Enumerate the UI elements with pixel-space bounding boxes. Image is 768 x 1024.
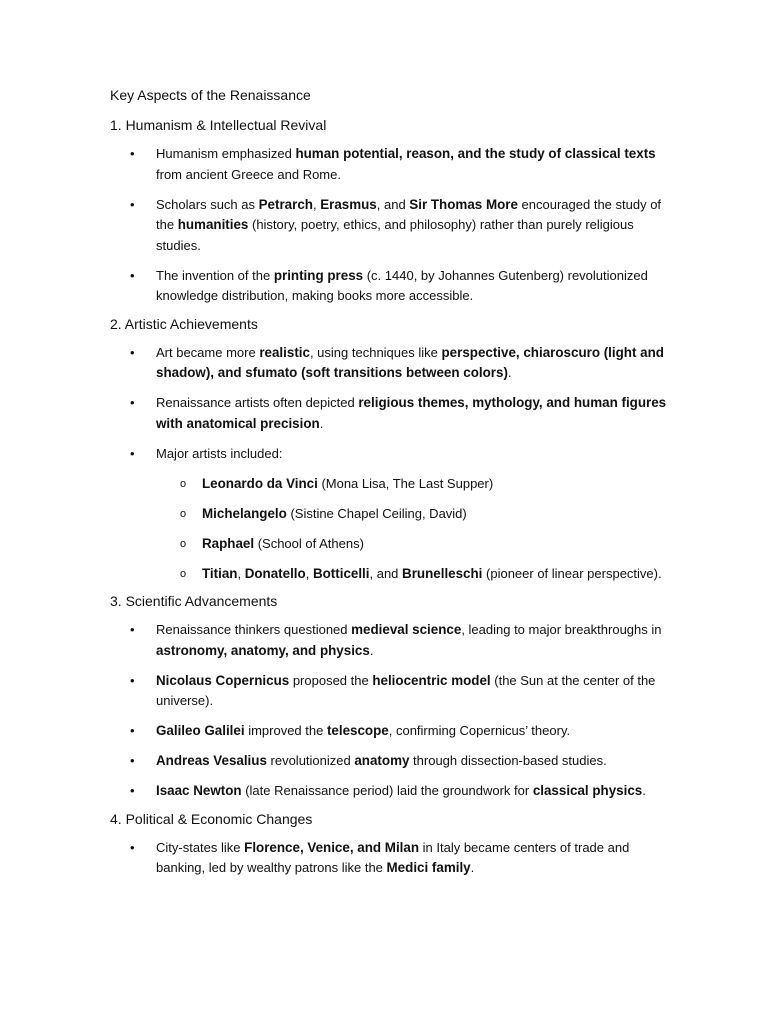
bullet-marker: • — [130, 395, 135, 410]
text-run: , and — [369, 565, 403, 581]
text-run: Humanism emphasized — [156, 146, 296, 161]
bold-text: Leonardo da Vinci — [202, 475, 318, 491]
text-run: revolutionized — [266, 753, 355, 768]
section-heading: 1. Humanism & Intellectual Revival — [110, 117, 327, 133]
bold-text: perspective, chiaroscuro (light and shadow), and sfumato (soft transitions between colors) — [156, 344, 664, 380]
document-body — [110, 116, 670, 879]
list-item — [110, 343, 670, 384]
bullet-marker: • — [130, 146, 135, 161]
list-item — [110, 751, 670, 772]
list-item — [110, 266, 670, 307]
text-run: from ancient Greece and Rome. — [156, 166, 341, 182]
bullet-list — [110, 620, 670, 802]
bullet-list — [110, 144, 670, 307]
section-heading: 2. Artistic Achievements — [110, 315, 258, 332]
text-run: (late Renaissance period) laid the groundwork for — [241, 783, 533, 798]
bold-text: Florence, Venice, and Milan — [244, 839, 420, 855]
text-run: . — [507, 365, 512, 380]
text-run: . — [319, 415, 324, 431]
sub-bullet-marker: o — [180, 507, 187, 520]
text-run: , — [312, 196, 321, 212]
text-run: improved the — [244, 723, 327, 738]
bold-text: Isaac Newton — [156, 783, 242, 798]
text-run: , and — [376, 196, 410, 212]
bold-text: Donatello — [244, 565, 306, 581]
text-run: through dissection-based studies. — [409, 753, 607, 768]
bullet-marker: • — [130, 196, 135, 212]
bold-text: medieval science — [351, 622, 462, 637]
sub-bullet-marker: o — [180, 477, 187, 490]
text-run: encouraged the study of the — [156, 196, 662, 232]
text-run: , confirming Copernicus’ theory. — [388, 723, 571, 738]
bullet-marker: • — [130, 267, 135, 283]
bold-text: humanities — [177, 217, 249, 232]
bold-text: Galileo Galilei — [156, 723, 245, 738]
bullet-marker: • — [130, 622, 135, 637]
bold-text: Medici family — [386, 860, 471, 875]
bold-text: Nicolaus Copernicus — [156, 672, 290, 688]
text-run: Art became more — [156, 344, 260, 360]
text-run: Major artists included: — [156, 445, 283, 461]
text-run: , — [305, 565, 313, 581]
text-run: proposed the — [289, 672, 373, 688]
document-page — [110, 86, 670, 887]
text-run: , — [237, 565, 245, 581]
text-run: . — [642, 783, 646, 798]
bullet-list — [110, 343, 670, 585]
sub-list-item — [156, 564, 670, 585]
bold-text: astronomy, anatomy, and physics — [156, 642, 370, 658]
list-item — [110, 781, 670, 802]
bold-text: Botticelli — [312, 565, 370, 581]
text-run: The invention of the — [156, 267, 274, 283]
sub-list-item — [156, 474, 670, 495]
bold-text: Petrarch — [258, 196, 313, 212]
list-item — [110, 838, 670, 879]
bold-text: Erasmus — [320, 196, 377, 212]
bullet-list — [110, 838, 670, 879]
sub-list-item — [156, 504, 670, 525]
list-item — [110, 721, 670, 742]
list-item — [110, 195, 670, 257]
sub-bullet-marker: o — [180, 537, 187, 550]
bold-text: Michelangelo — [202, 505, 287, 521]
bold-text: heliocentric model — [372, 672, 491, 688]
text-run: Scholars such as — [156, 196, 259, 212]
text-run: City-states like — [156, 839, 245, 855]
bold-text: classical physics — [532, 783, 643, 798]
text-run: . — [470, 860, 475, 875]
bold-text: telescope — [326, 723, 389, 738]
bold-text: anatomy — [354, 753, 410, 768]
bold-text: realistic — [259, 344, 310, 360]
document-title: Key Aspects of the Renaissance — [110, 87, 311, 103]
text-run: (Mona Lisa, The Last Supper) — [317, 475, 494, 491]
text-run: , leading to major breakthroughs in — [461, 622, 662, 637]
text-run: (School of Athens) — [254, 535, 364, 551]
list-item — [110, 671, 670, 712]
text-run: (Sistine Chapel Ceiling, David) — [286, 505, 467, 521]
sub-bullet-marker: o — [180, 567, 187, 580]
bold-text: Sir Thomas More — [409, 196, 518, 212]
text-run: (pioneer of linear perspective). — [482, 565, 662, 581]
text-run: (the Sun at the center of the universe). — [156, 672, 656, 708]
bullet-marker: • — [130, 672, 135, 688]
bold-text: Andreas Vesalius — [156, 753, 267, 768]
text-run: , using techniques like — [309, 344, 442, 360]
bullet-marker: • — [130, 445, 135, 461]
list-item — [110, 444, 670, 585]
bullet-marker: • — [130, 839, 135, 855]
section-heading: 3. Scientific Advancements — [110, 593, 278, 609]
text-run: Renaissance artists often depicted — [156, 395, 359, 410]
text-run: (history, poetry, ethics, and philosophy) rather than purely religious studies. — [156, 217, 634, 253]
text-run: in Italy became centers of trade and banking, led by wealthy patrons like the — [156, 839, 630, 875]
text-run: (c. 1440, by Johannes Gutenberg) revolutionized knowledge distribution, making books more accessible. — [156, 267, 648, 303]
bold-text: Titian — [202, 565, 238, 581]
bold-text: religious themes, mythology, and human figures with anatomical precision — [156, 395, 667, 431]
text-run: Renaissance thinkers questioned — [156, 622, 352, 637]
section-heading: 4. Political & Economic Changes — [110, 810, 313, 827]
sub-bullet-list — [156, 474, 670, 585]
bold-text: Brunelleschi — [402, 565, 483, 581]
bullet-marker: • — [130, 344, 135, 360]
bullet-marker: • — [130, 753, 135, 768]
bullet-marker: • — [130, 783, 135, 798]
bold-text: human potential, reason, and the study of classical texts — [295, 146, 656, 161]
list-item — [110, 144, 670, 185]
list-item — [110, 393, 670, 434]
bullet-marker: • — [130, 723, 135, 738]
list-item — [110, 620, 670, 661]
sub-list-item — [156, 534, 670, 555]
bold-text: Raphael — [202, 535, 255, 551]
bold-text: printing press — [273, 267, 364, 283]
text-run: . — [369, 642, 374, 658]
